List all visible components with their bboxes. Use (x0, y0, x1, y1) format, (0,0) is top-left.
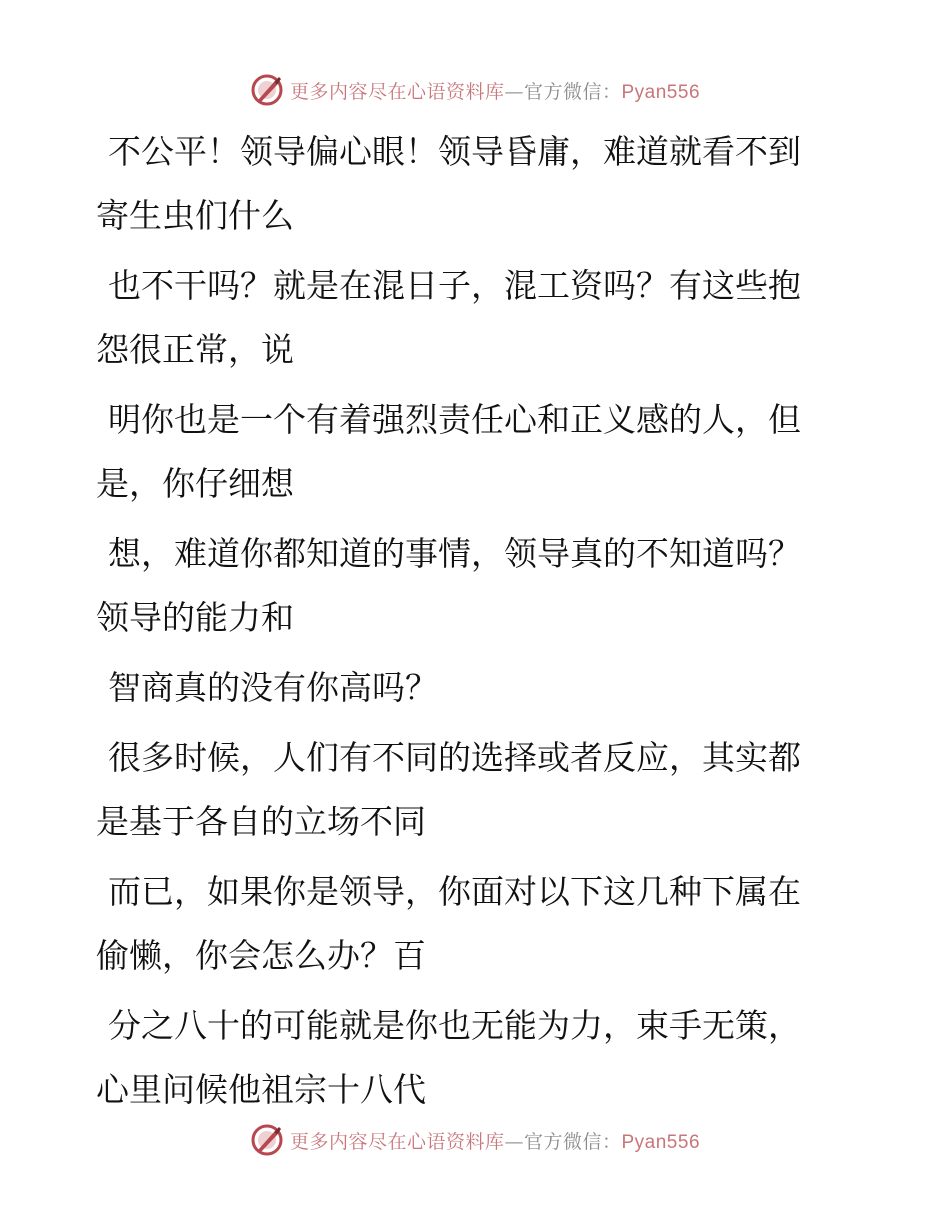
paragraph-line: 怨很正常，说 (96, 330, 294, 369)
paragraph-line: 很多时候，人们有不同的选择或者反应，其实都 (108, 738, 801, 777)
paragraph-line: 偷懒，你会怎么办？百 (96, 936, 426, 975)
footer-wechat-label: 官方微信： (523, 1130, 622, 1153)
paragraph-5 (96, 656, 836, 720)
paragraph-3 (96, 388, 836, 516)
document-body (96, 120, 836, 1128)
paragraph-2 (96, 254, 836, 382)
paragraph-line: 分之八十的可能就是你也无能为力，束手无策， (108, 1006, 801, 1045)
paragraph-line: 也不干吗？就是在混日子，混工资吗？有这些抱 (108, 266, 801, 305)
pen-logo-icon (250, 1123, 284, 1157)
paragraph-line: 不公平！领导偏心眼！领导昏庸，难道就看不到 (108, 132, 801, 171)
header-site-text: 更多内容尽在心语资料库 (289, 80, 505, 103)
header-separator: — (504, 80, 524, 103)
paragraph-line: 是基于各自的立场不同 (96, 802, 426, 841)
footer-wechat-id: Pyan556 (621, 1131, 701, 1153)
header-wechat-id: Pyan556 (621, 81, 701, 103)
paragraph-1 (96, 120, 836, 248)
paragraph-line: 寄生虫们什么 (96, 196, 294, 235)
paragraph-line: 心里问候他祖宗十八代 (96, 1070, 426, 1109)
paragraph-line: 是，你仔细想 (96, 464, 294, 503)
pen-logo-icon (250, 73, 284, 107)
paragraph-line: 明你也是一个有着强烈责任心和正义感的人，但 (108, 400, 801, 439)
footer-separator: — (504, 1130, 524, 1153)
paragraph-7 (96, 860, 836, 988)
footer-site-text: 更多内容尽在心语资料库 (289, 1130, 505, 1153)
paragraph-6 (96, 726, 836, 854)
paragraph-8 (96, 994, 836, 1122)
footer-watermark (0, 1120, 950, 1160)
header-watermark (0, 70, 950, 110)
paragraph-line: 想，难道你都知道的事情，领导真的不知道吗？ (108, 534, 801, 573)
header-wechat-label: 官方微信： (523, 80, 622, 103)
paragraph-line: 而已，如果你是领导，你面对以下这几种下属在 (108, 872, 801, 911)
paragraph-4 (96, 522, 836, 650)
paragraph-line: 智商真的没有你高吗？ (108, 668, 438, 707)
paragraph-line: 领导的能力和 (96, 598, 294, 637)
